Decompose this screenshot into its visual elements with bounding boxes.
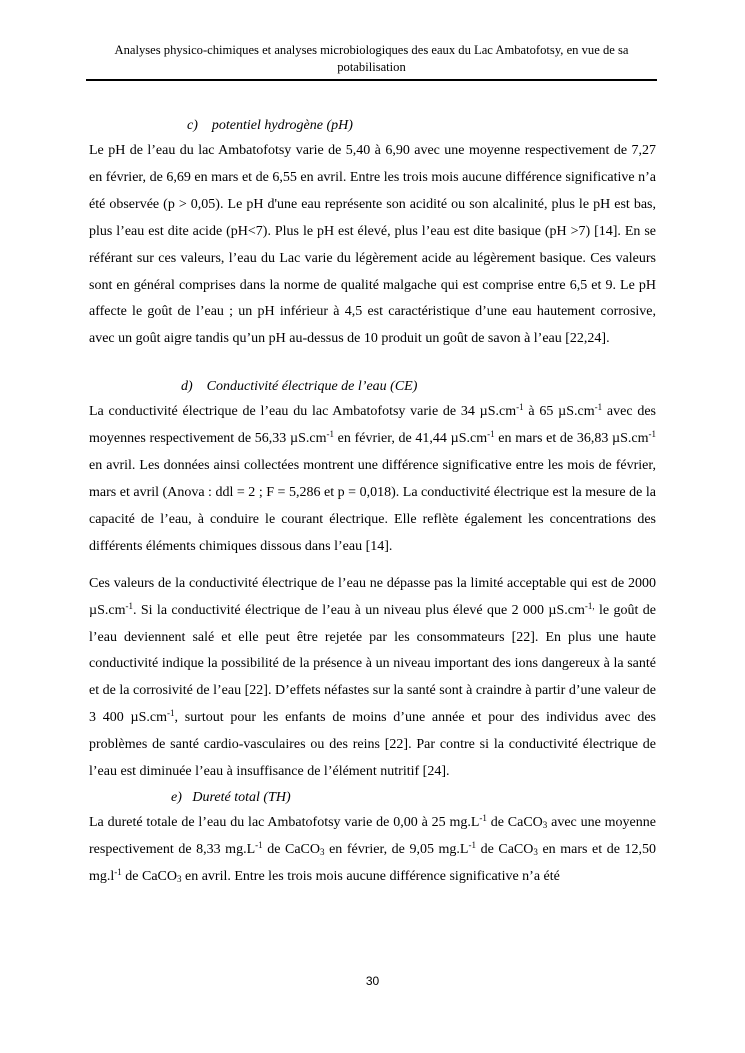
- text-run: en avril. Les données ainsi collectées montrent une différence significative entre les mois de février, mars et avril (Anova : ddl = 2 ; F = 5,286 et p = 0,018). La conductivité électrique est la mesure de la capacité de l’eau, à conduire le courant électrique. Elle reflète également les concentrations des différents éléments chimiques dissous dans l’eau [14].: [89, 458, 656, 554]
- section-d-heading: [89, 375, 656, 399]
- text-run: en avril. Entre les trois mois aucune différence significative n’a été: [181, 868, 560, 884]
- text-run: Ces valeurs de la conductivité électrique de l’eau ne dépasse pas la limité acceptable qui est de 2000 µS.cm: [89, 575, 656, 618]
- text-run: de CaCO: [486, 814, 543, 830]
- section-e-title: Dureté total (TH): [192, 789, 291, 805]
- text-run: de CaCO: [262, 841, 320, 857]
- subscript: 3: [177, 873, 182, 884]
- text-run: à 65 µS.cm: [523, 404, 595, 420]
- superscript: -1,: [584, 600, 595, 611]
- subscript: 3: [533, 846, 538, 857]
- header-title-line2: potabilisation: [337, 60, 406, 74]
- section-e-paragraph: [89, 810, 656, 891]
- superscript: -1: [487, 429, 495, 440]
- superscript: -1: [594, 402, 603, 413]
- subscript: 3: [320, 846, 325, 857]
- header-title-line1: Analyses physico-chimiques et analyses microbiologiques des eaux du Lac Ambatofotsy, en vue de sa: [114, 43, 629, 57]
- running-header: [86, 42, 657, 81]
- text-run: en février, de 9,05 mg.L: [324, 841, 469, 857]
- text-run: . Si la conductivité électrique de l’eau à un niveau plus élevé que 2 000 µS.cm: [132, 602, 585, 618]
- section-d-marker: d): [181, 379, 193, 395]
- text-run: avec des moyennes respectivement de 56,33 µS.cm: [89, 404, 656, 447]
- superscript: -1: [125, 600, 133, 611]
- page-number: 30: [365, 974, 380, 988]
- text-run: avec une moyenne respectivement de 8,33 mg.L: [89, 814, 656, 857]
- text-run: en mars et de 12,50 mg.l: [89, 841, 656, 884]
- superscript: -1: [468, 839, 476, 850]
- section-d-paragraph-1: [89, 399, 656, 560]
- text-run: le goût de l’eau deviennent salé et elle peut être rejetée par les consommateurs [22]. En plus une haute conductivité indique la possibilité de la présence à un niveau important des ions dangereux à la santé et de la corrosivité de l’eau [22]. D’effets néfastes sur la santé sont à craindre à partir d’une valeur de 3 400 µS.cm: [89, 602, 656, 726]
- superscript: -1: [326, 429, 334, 440]
- section-c-paragraph: Le pH de l’eau du lac Ambatofotsy varie de 5,40 à 6,90 avec une moyenne respectivement de 7,27 en février, de 6,69 en mars et de 6,55 en avril. Entre les trois mois aucune différence significative n’a été observée (p > 0,05). Le pH d'une eau représente son acidité ou son alcalinité, plus le pH est bas, plus l’eau est dite acide (pH<7). Plus le pH est élevé, plus l’eau est dite basique (pH >7) [14]. En se référant sur ces valeurs, l’eau du Lac varie du légèrement acide au légèrement basique. Ces valeurs sont en général comprises dans la norme de qualité malgache qui est comprise entre 6,5 et 9. Le pH affecte le goût de l’eau ; un pH inférieur à 4,5 est caractéristique d’une eau hautement corrosive, avec un goût aigre tandis qu’un pH au-dessus de 10 produit un goût de savon à l’eau [22,24].: [89, 143, 656, 347]
- section-c-marker: c): [187, 118, 198, 133]
- page-body: [89, 114, 656, 891]
- superscript: -1: [255, 839, 263, 850]
- section-e-heading: [89, 786, 656, 810]
- text-run: en mars et de 36,83 µS.cm: [494, 431, 649, 447]
- section-c-heading: [89, 114, 656, 138]
- subscript: 3: [542, 819, 548, 830]
- superscript: -1: [648, 429, 656, 440]
- section-e-marker: e): [171, 789, 182, 805]
- text-run: de CaCO: [476, 841, 534, 857]
- superscript: -1: [516, 402, 524, 413]
- superscript: -1: [166, 708, 175, 719]
- superscript: -1: [114, 866, 122, 877]
- text-run: de CaCO: [121, 868, 177, 884]
- section-d-title: Conductivité électrique de l’eau (CE): [206, 379, 418, 395]
- text-run: La dureté totale de l’eau du lac Ambatofotsy varie de 0,00 à 25 mg.L: [89, 814, 480, 830]
- text-run: , surtout pour les enfants de moins d’une année et pour des individus avec des problèmes de santé cardio-vasculaires ou des reins [22]. Par contre si la conductivité électrique de l’eau est diminuée l’eau à insuffisance de l’élément nutritif [24].: [89, 710, 656, 780]
- section-c-title: potentiel hydrogène (pH): [211, 118, 353, 133]
- text-run: La conductivité électrique de l’eau du lac Ambatofotsy varie de 34 µS.cm: [89, 404, 517, 420]
- text-run: en février, de 41,44 µS.cm: [333, 431, 488, 447]
- section-d-paragraph-2: [89, 571, 656, 786]
- superscript: -1: [479, 812, 487, 823]
